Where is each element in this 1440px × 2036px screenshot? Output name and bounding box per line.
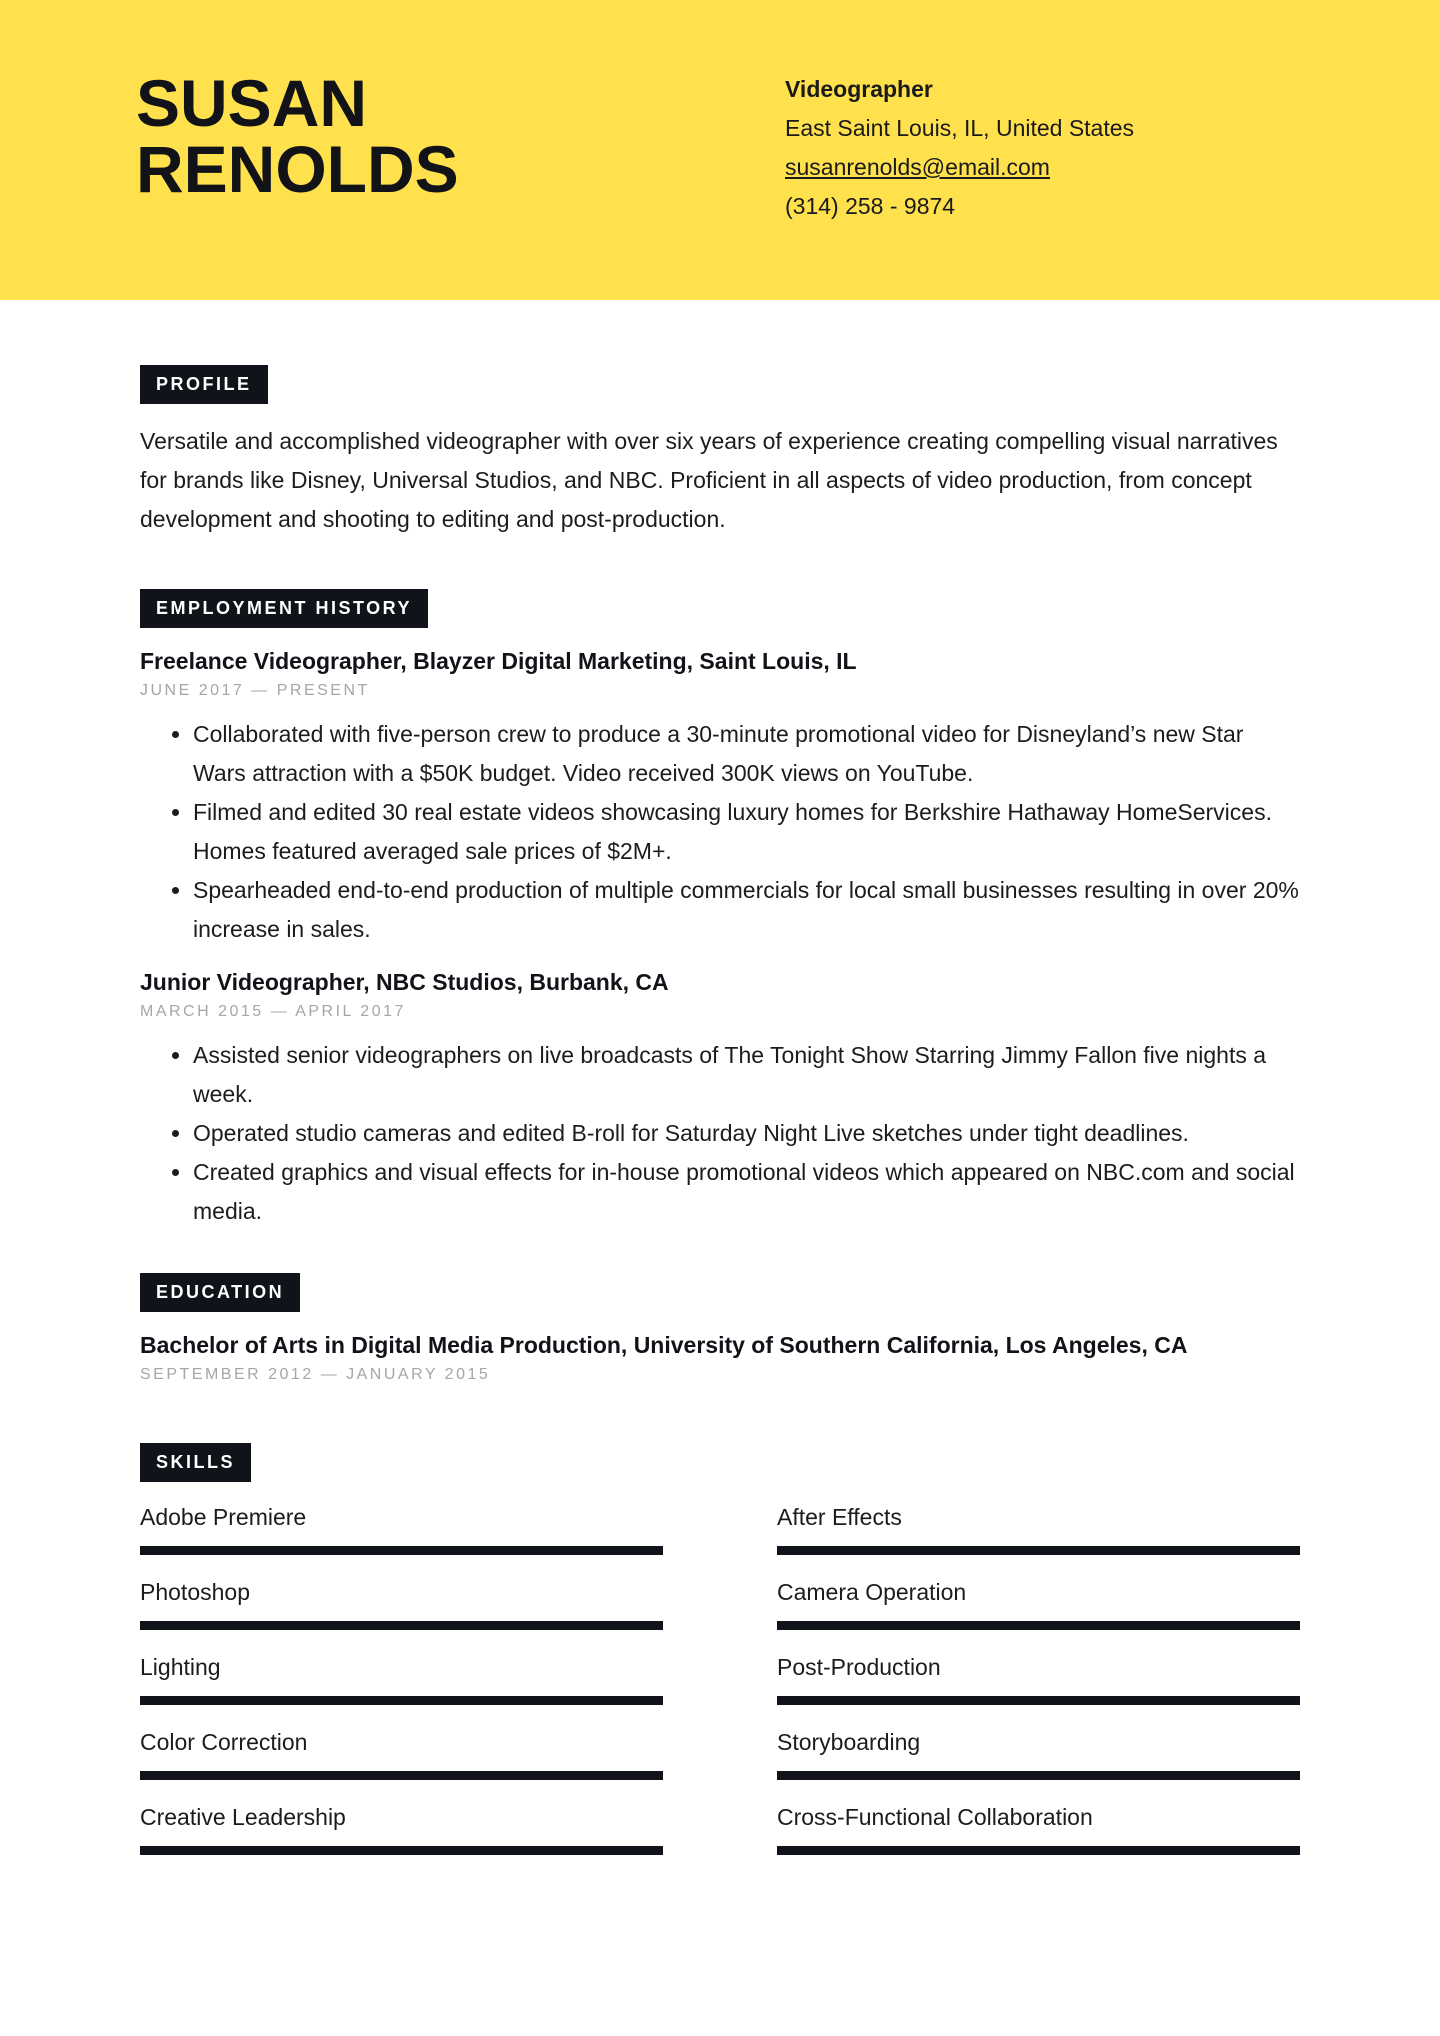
skill-label: Storyboarding [777, 1729, 921, 1755]
skill-level-fill [140, 1621, 663, 1630]
skill-level-fill [140, 1771, 663, 1780]
skill-level-bar [777, 1621, 1300, 1630]
education-entry [140, 1326, 1300, 1387]
job-bullets [140, 715, 1300, 949]
skill-item [140, 1650, 663, 1725]
skill-item [777, 1650, 1300, 1725]
profile-heading: PROFILE [140, 365, 268, 404]
skill-level-fill [777, 1696, 1300, 1705]
education-list [140, 1326, 1300, 1387]
skill-label: Color Correction [140, 1729, 308, 1755]
skill-label: Post-Production [777, 1654, 941, 1680]
skill-level-fill [777, 1621, 1300, 1630]
skill-level-fill [777, 1846, 1300, 1855]
contact-info [785, 70, 1134, 226]
skill-item [777, 1575, 1300, 1650]
skill-item [140, 1725, 663, 1800]
location: East Saint Louis, IL, United States [785, 115, 1135, 141]
job-bullets [140, 1036, 1300, 1231]
skill-label: Creative Leadership [140, 1804, 346, 1830]
skill-level-bar [140, 1696, 663, 1705]
skill-item [777, 1800, 1300, 1875]
skill-label: After Effects [777, 1504, 902, 1530]
skill-label: Adobe Premiere [140, 1504, 307, 1530]
resume-body [140, 365, 1300, 1875]
education-heading: EDUCATION [140, 1273, 300, 1312]
employment-heading: EMPLOYMENT HISTORY [140, 589, 428, 628]
skill-level-fill [777, 1771, 1300, 1780]
skill-level-bar [140, 1771, 663, 1780]
skill-label: Lighting [140, 1654, 221, 1680]
candidate-name [136, 66, 459, 206]
skill-level-fill [140, 1696, 663, 1705]
skill-level-bar [777, 1771, 1300, 1780]
skill-level-bar [777, 1546, 1300, 1555]
skill-level-fill [140, 1546, 663, 1555]
skill-item [777, 1500, 1300, 1575]
job-bullet: • Assisted senior videographers on live broadcasts of The Tonight Show Starring Jimmy Fallon five nights a week. [193, 1036, 1300, 1114]
job-bullet: • Operated studio cameras and edited B-roll for Saturday Night Live sketches under tight deadlines. [193, 1114, 1300, 1153]
skill-level-bar [140, 1846, 663, 1855]
job-entry-title: Freelance Videographer, Blayzer Digital Marketing, Saint Louis, IL [140, 648, 857, 674]
education-entry-dates: SEPTEMBER 2012 — JANUARY 2015 [140, 1366, 491, 1383]
skill-level-bar [140, 1621, 663, 1630]
education-section [140, 1273, 1300, 1387]
skill-label: Camera Operation [777, 1579, 967, 1605]
job-bullet: • Filmed and edited 30 real estate videos showcasing luxury homes for Berkshire Hathaway HomeServices. Homes featured averaged sale prices of $2M+. [193, 793, 1300, 871]
job-bullet: • Spearheaded end-to-end production of multiple commercials for local small businesses resulting in over 20% increase in sales. [193, 871, 1300, 949]
job-entry-title: Junior Videographer, NBC Studios, Burbank, CA [140, 969, 669, 995]
skills-grid [140, 1500, 1300, 1875]
skill-item [140, 1500, 663, 1575]
skill-item [777, 1725, 1300, 1800]
skill-label: Cross-Functional Collaboration [777, 1804, 1093, 1830]
job-title: Videographer [785, 76, 933, 102]
skill-item [140, 1575, 663, 1650]
skills-section [140, 1443, 1300, 1875]
profile-section [140, 365, 1300, 539]
profile-text: Versatile and accomplished videographer with over six years of experience creating compelling visual narratives for brands like Disney, Universal Studios, and NBC. Proficient in all aspects of video production, from concept development and shooting to editing and post-production. [140, 428, 1278, 532]
skill-level-bar [777, 1696, 1300, 1705]
skill-level-bar [140, 1546, 663, 1555]
skill-level-fill [140, 1846, 663, 1855]
last-name: RENOLDS [136, 132, 459, 206]
first-name: SUSAN [136, 66, 368, 140]
employment-section [140, 589, 1300, 1231]
job-entry [140, 963, 1300, 1231]
job-entry-dates: JUNE 2017 — PRESENT [140, 682, 370, 699]
resume-header [0, 0, 1440, 300]
phone: (314) 258 - 9874 [785, 193, 956, 219]
job-bullet: • Collaborated with five-person crew to produce a 30-minute promotional video for Disneyland’s new Star Wars attraction with a $50K budget. Video received 300K views on YouTube. [193, 715, 1300, 793]
skill-item [140, 1800, 663, 1875]
job-entry [140, 642, 1300, 949]
skill-level-fill [777, 1546, 1300, 1555]
education-entry-title: Bachelor of Arts in Digital Media Production, University of Southern California, Los Angeles, CA [140, 1332, 1188, 1358]
skill-label: Photoshop [140, 1579, 250, 1605]
skills-heading: SKILLS [140, 1443, 251, 1482]
job-list [140, 642, 1300, 1231]
job-entry-dates: MARCH 2015 — APRIL 2017 [140, 1003, 406, 1020]
email-link[interactable]: susanrenolds@email.com [785, 154, 1050, 180]
job-bullet: • Created graphics and visual effects for in-house promotional videos which appeared on NBC.com and social media. [193, 1153, 1300, 1231]
skill-level-bar [777, 1846, 1300, 1855]
